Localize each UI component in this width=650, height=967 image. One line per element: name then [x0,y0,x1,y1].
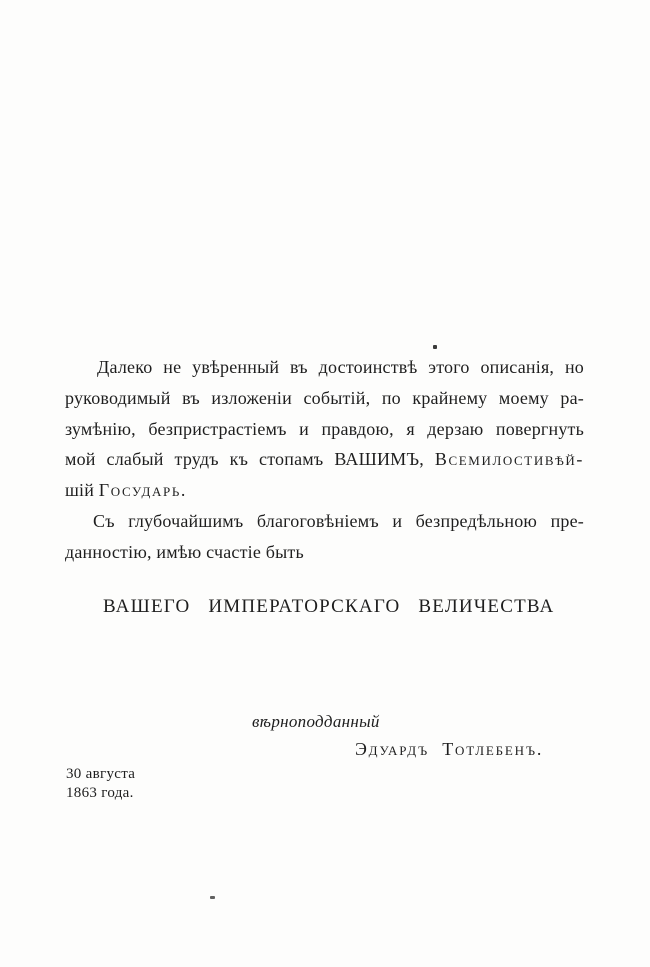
text-line: данностію, имѣю счастіе быть [65,541,304,562]
text-segment: мой слабый трудъ къ стопамъ ВАШИМЪ, [65,449,435,470]
text-line: Далеко не увѣренный въ достоинствѣ этого описанія, но [97,357,584,377]
date-block [66,765,135,802]
text-segment-smallcaps: Всемилостивѣй- [434,449,584,470]
signature-epithet: вѣрноподданный [252,712,380,731]
date-line: 30 августа [66,766,136,782]
date-line: 1863 года. [66,784,134,801]
text-segment: шій [65,480,99,501]
dedication-body [65,352,584,568]
scan-speck-top [433,345,437,349]
text-segment-smallcaps: Государь. [98,480,187,501]
text-line: зумѣнію, безпристрастіемъ и правдою, я дерзаю повергнуть [65,418,584,439]
text-line [65,475,584,506]
text-line: Съ глубочайшимъ благоговѣніемъ и безпредѣльною пре- [93,510,584,531]
text-line: руководимый въ изложеніи событій, по крайнему моему ра- [65,387,584,408]
text-line [65,444,584,475]
imperial-address-heading: ВАШЕГО ИМПЕРАТОРСКАГО ВЕЛИЧЕСТВА [103,596,555,617]
signature-name: Эдуардъ Тотлебенъ. [355,739,544,759]
scan-speck-bottom [210,896,215,899]
